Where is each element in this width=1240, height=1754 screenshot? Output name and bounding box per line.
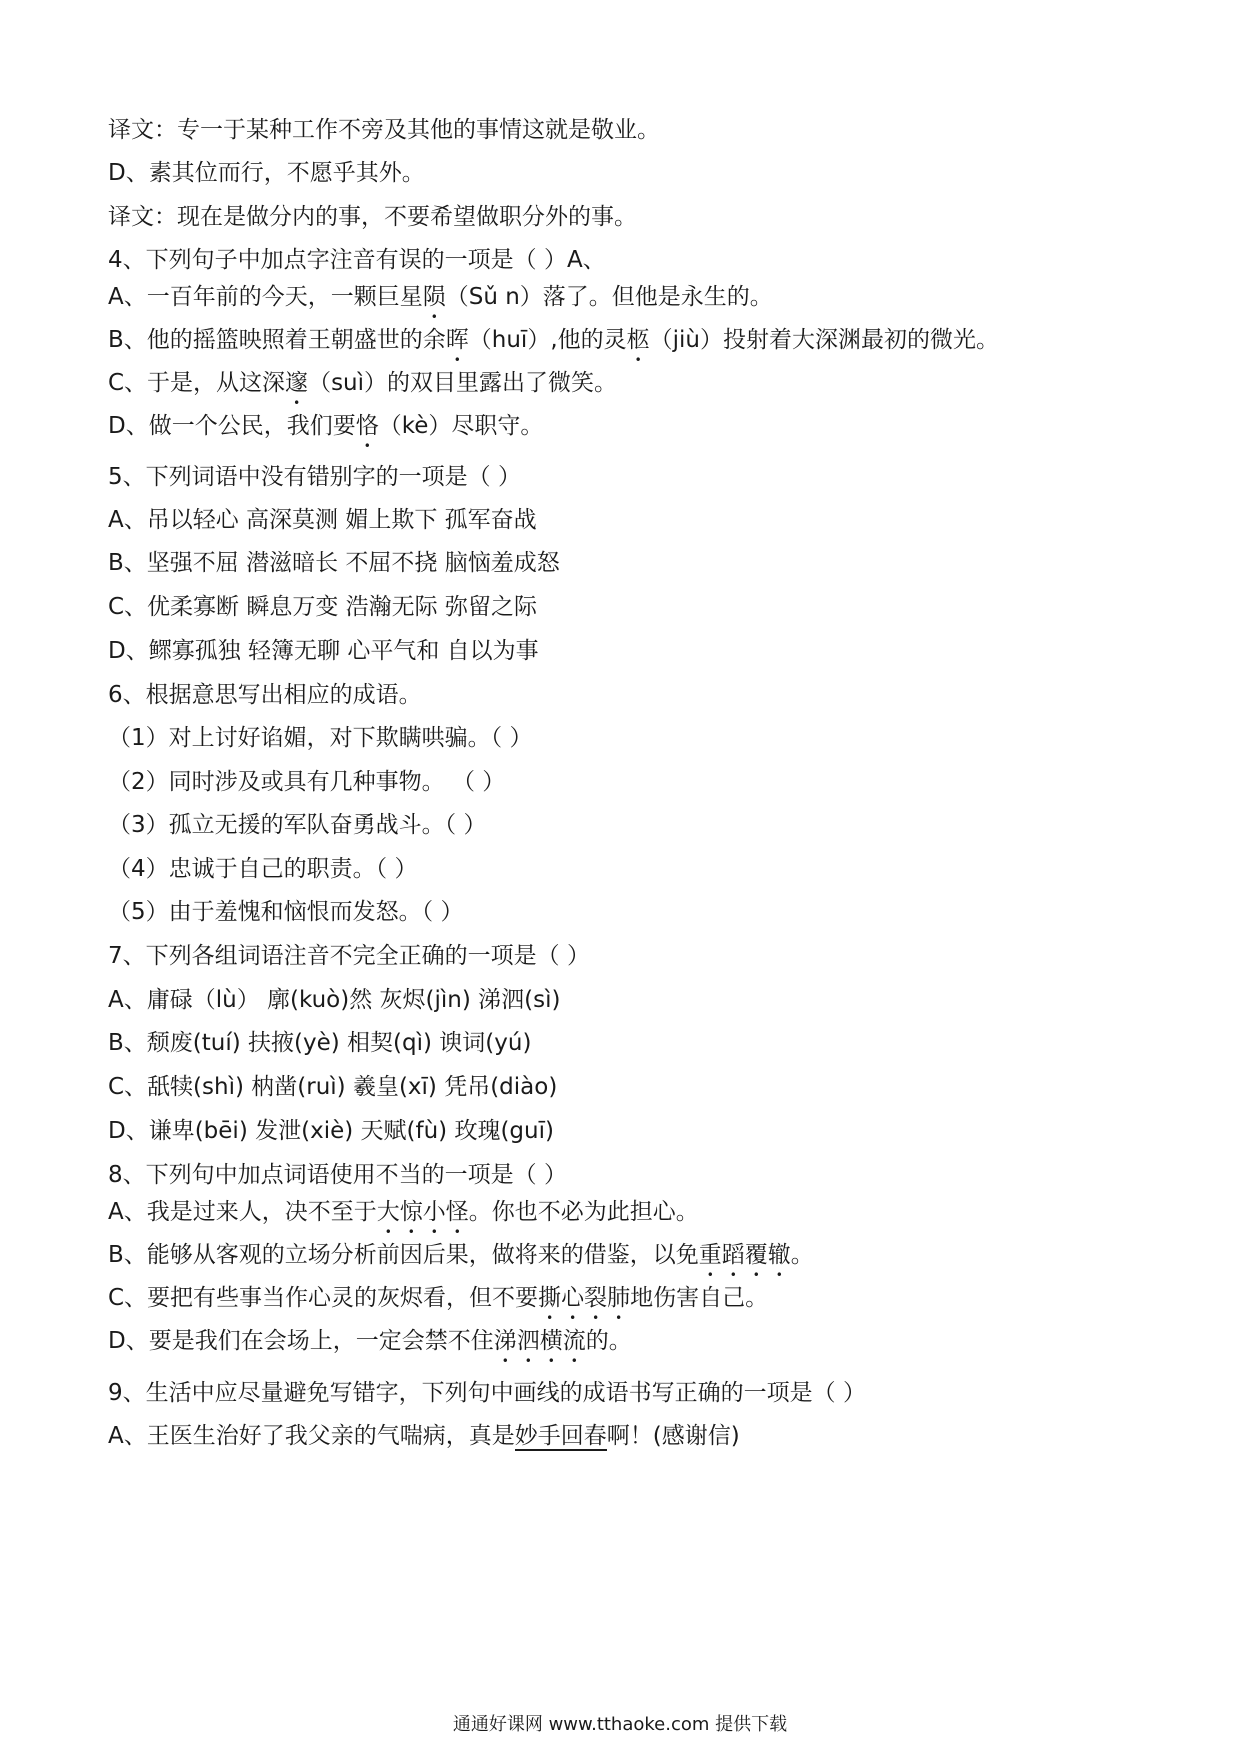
text-line bbox=[108, 115, 660, 145]
dotted-emphasis: 柩 bbox=[626, 327, 650, 353]
text-line bbox=[108, 810, 486, 840]
text-line bbox=[108, 636, 539, 666]
text-segment: 8、下列句中加点词语使用不当的一项是（ ） bbox=[108, 1162, 567, 1188]
text-line bbox=[108, 158, 425, 188]
text-segment: C、舐犊(shì) 枘凿(ruì) 羲皇(xī) 凭吊(diào) bbox=[108, 1074, 558, 1100]
text-segment: C、于是，从这深 bbox=[108, 370, 286, 396]
text-line bbox=[108, 1421, 740, 1451]
text-line bbox=[108, 985, 560, 1015]
text-segment: 。你也不必为此担心。 bbox=[468, 1199, 699, 1225]
text-segment: （huī）,他的灵 bbox=[468, 327, 627, 353]
text-line bbox=[108, 1240, 814, 1282]
text-segment: A、一百年前的今天，一颗巨星 bbox=[108, 284, 423, 310]
text-line bbox=[108, 1283, 768, 1325]
text-segment: A、庸碌（lù） 廓(kuò)然 灰烬(jìn) 涕泗(sì) bbox=[108, 987, 561, 1013]
footer-credit: 通通好课网 www.tthaoke.com 提供下载 bbox=[452, 1714, 788, 1735]
text-line bbox=[108, 767, 505, 797]
text-line bbox=[108, 1116, 554, 1146]
text-line bbox=[108, 1160, 567, 1190]
text-segment: B、他的摇篮映照着王朝盛世的余 bbox=[108, 327, 446, 353]
dotted-emphasis: 大惊小怪 bbox=[376, 1199, 469, 1225]
text-segment: B、颓废(tuí) 扶掖(yè) 相契(qì) 谀词(yú) bbox=[108, 1030, 532, 1056]
underlined-phrase: 妙手回春 bbox=[514, 1423, 607, 1449]
text-line bbox=[108, 680, 422, 710]
text-segment: （1）对上讨好谄媚，对下欺瞒哄骗。（ ） bbox=[108, 725, 533, 751]
text-segment: D、素其位而行，不愿乎其外。 bbox=[108, 160, 425, 186]
text-line bbox=[108, 245, 606, 275]
text-line bbox=[108, 202, 637, 232]
text-line bbox=[108, 325, 999, 367]
text-segment: （4）忠诚于自己的职责。（ ） bbox=[108, 856, 418, 882]
dotted-emphasis: 涕泗横流 bbox=[493, 1328, 586, 1354]
text-segment: B、能够从客观的立场分析前因后果，做将来的借鉴，以免 bbox=[108, 1242, 699, 1268]
text-segment: （jiù）投射着大深渊最初的微光。 bbox=[649, 327, 999, 353]
text-line bbox=[108, 1197, 699, 1239]
text-line bbox=[108, 548, 560, 578]
text-segment: 地伤害自己。 bbox=[630, 1285, 769, 1311]
text-segment: （5）由于羞愧和恼恨而发怒。（ ） bbox=[108, 899, 464, 925]
text-segment: （2）同时涉及或具有几种事物。 （ ） bbox=[108, 769, 506, 795]
text-line bbox=[108, 854, 417, 884]
dotted-emphasis: 邃 bbox=[285, 370, 309, 396]
dotted-emphasis: 恪 bbox=[355, 413, 379, 439]
text-line bbox=[108, 1378, 866, 1408]
text-segment: （Sǔ n）落了。但他是永生的。 bbox=[445, 284, 773, 310]
text-segment: A、王医生治好了我父亲的气喘病，真是 bbox=[108, 1423, 515, 1449]
text-segment: 4、下列句子中加点字注音有误的一项是（ ）A、 bbox=[108, 247, 606, 273]
text-line bbox=[108, 505, 537, 535]
text-segment: A、我是过来人，决不至于 bbox=[108, 1199, 377, 1225]
text-segment: 。 bbox=[790, 1242, 814, 1268]
text-segment: D、做一个公民，我们要 bbox=[108, 413, 356, 439]
text-line bbox=[108, 1072, 557, 1102]
text-segment: A、吊以轻心 高深莫测 媚上欺下 孤军奋战 bbox=[108, 507, 537, 533]
text-line bbox=[108, 723, 532, 753]
dotted-emphasis: 陨 bbox=[422, 284, 446, 310]
text-segment: 的。 bbox=[585, 1328, 632, 1354]
text-segment: B、坚强不屈 潜滋暗长 不屈不挠 脑恼羞成怒 bbox=[108, 550, 560, 576]
text-segment: 译文：现在是做分内的事，不要希望做职分外的事。 bbox=[108, 204, 637, 230]
text-line bbox=[108, 411, 543, 453]
text-segment: 5、下列词语中没有错别字的一项是（ ） bbox=[108, 464, 521, 490]
text-segment: 译文：专一于某种工作不旁及其他的事情这就是敬业。 bbox=[108, 117, 660, 143]
text-line bbox=[108, 897, 463, 927]
text-line bbox=[108, 1326, 632, 1368]
text-segment: （suì）的双目里露出了微笑。 bbox=[308, 370, 618, 396]
text-segment: （kè）尽职守。 bbox=[378, 413, 544, 439]
text-segment: 6、根据意思写出相应的成语。 bbox=[108, 682, 422, 708]
text-line bbox=[108, 368, 617, 410]
text-segment: D、谦卑(bēi) 发泄(xiè) 天赋(fù) 玫瑰(guī) bbox=[108, 1118, 554, 1144]
dotted-emphasis: 撕心裂肺 bbox=[538, 1285, 631, 1311]
text-line bbox=[108, 592, 537, 622]
text-line bbox=[108, 462, 521, 492]
text-segment: 7、下列各组词语注音不完全正确的一项是（ ） bbox=[108, 943, 590, 969]
text-segment: D、要是我们在会场上，一定会禁不住 bbox=[108, 1328, 494, 1354]
text-segment: C、要把有些事当作心灵的灰烬看，但不要 bbox=[108, 1285, 539, 1311]
text-line bbox=[108, 282, 773, 324]
text-segment: D、鳏寡孤独 轻簿无聊 心平气和 自以为事 bbox=[108, 638, 539, 664]
text-segment: 啊！(感谢信) bbox=[606, 1423, 740, 1449]
text-line bbox=[108, 1028, 531, 1058]
text-line bbox=[108, 941, 590, 971]
text-segment: 9、生活中应尽量避免写错字，下列句中画线的成语书写正确的一项是（ ） bbox=[108, 1380, 866, 1406]
dotted-emphasis: 重蹈覆辙 bbox=[698, 1242, 791, 1268]
text-segment: （3）孤立无援的军队奋勇战斗。（ ） bbox=[108, 812, 487, 838]
text-segment: C、优柔寡断 瞬息万变 浩瀚无际 弥留之际 bbox=[108, 594, 537, 620]
dotted-emphasis: 晖 bbox=[445, 327, 469, 353]
